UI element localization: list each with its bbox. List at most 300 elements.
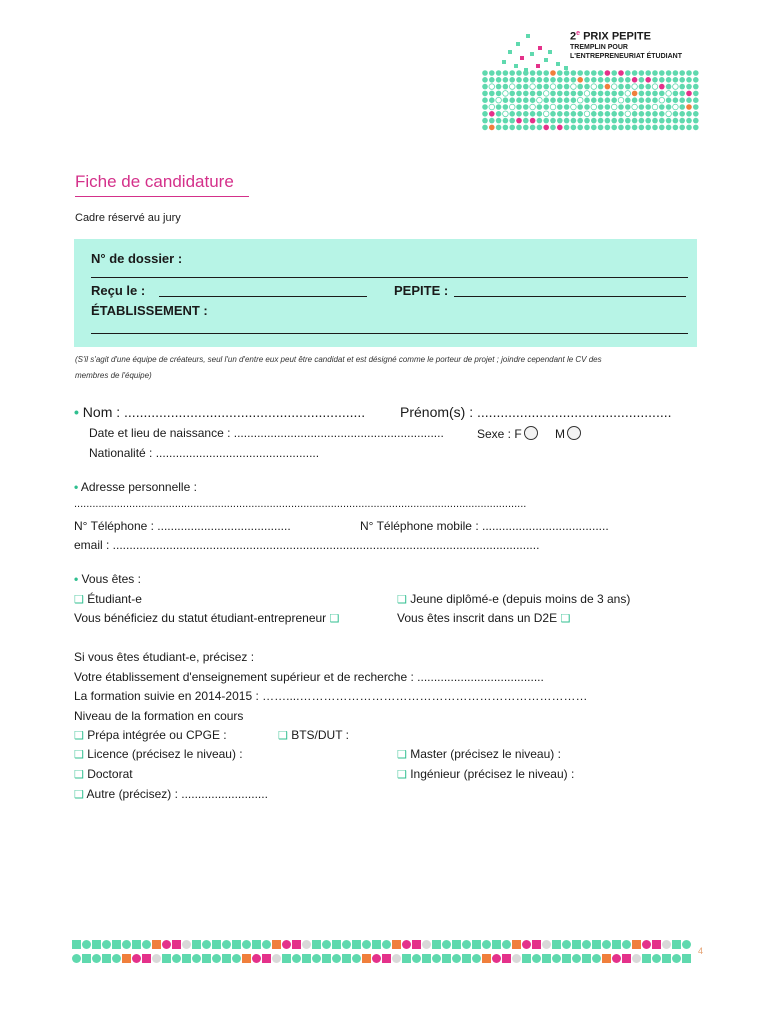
logo-dot [523, 104, 529, 110]
logo-dot [673, 118, 679, 124]
logo-dot [523, 84, 529, 90]
logo-dot [537, 91, 543, 97]
logo-dot [584, 84, 590, 90]
bts-checkbox[interactable]: ❑ BTS/DUT : [278, 728, 350, 742]
logo-dot [543, 77, 549, 83]
logo-dot [584, 91, 590, 97]
logo-square [548, 50, 552, 54]
logo-dot [686, 91, 692, 97]
logo-dot [489, 104, 495, 110]
formation-field[interactable]: La formation suivie en 2014-2015 : ……....……………………………………………………………… [74, 689, 588, 703]
logo-dot [584, 97, 590, 103]
footer-square [652, 940, 661, 949]
logo-dot [530, 118, 536, 124]
logo-dot [645, 91, 651, 97]
logo-dot [686, 111, 692, 117]
logo-dot [605, 84, 611, 90]
logo-dot [523, 118, 529, 124]
footer-square [482, 954, 491, 963]
footer-square [582, 954, 591, 963]
logo-dot [598, 118, 604, 124]
footer-square [442, 954, 451, 963]
footer-circle [222, 940, 231, 949]
logo-dot [639, 91, 645, 97]
logo-dot [482, 125, 488, 131]
footer-square [522, 954, 531, 963]
logo-dot [503, 84, 509, 90]
logo-dot [530, 84, 536, 90]
logo-dot [577, 111, 583, 117]
logo-dot [673, 125, 679, 131]
logo-dot [652, 125, 658, 131]
footer-square [242, 954, 251, 963]
footer-circle [252, 954, 261, 963]
logo-dot [482, 77, 488, 83]
footer-square [132, 940, 141, 949]
logo-square [544, 58, 548, 62]
footer-circle [582, 940, 591, 949]
footer-circle [422, 940, 431, 949]
footer-circle [412, 954, 421, 963]
logo-square [536, 64, 540, 68]
footer-square [392, 940, 401, 949]
logo-dot [598, 97, 604, 103]
logo-dot [618, 111, 624, 117]
logo-dot [673, 84, 679, 90]
logo-dot [693, 84, 699, 90]
logo-dot [618, 77, 624, 83]
logo-dot [509, 84, 515, 90]
logo-dot [564, 125, 570, 131]
footer-circle [682, 940, 691, 949]
logo-dot [598, 77, 604, 83]
logo-dot [503, 97, 509, 103]
logo-dot [516, 84, 522, 90]
logo-dot [666, 125, 672, 131]
logo-dot [496, 77, 502, 83]
logo-dot [557, 104, 563, 110]
footer-circle [622, 940, 631, 949]
logo-dot [632, 77, 638, 83]
footer-square [272, 940, 281, 949]
logo-dot [611, 125, 617, 131]
logo-dot [645, 125, 651, 131]
logo-dot [625, 77, 631, 83]
dossier-line [91, 277, 688, 278]
footer-circle [212, 954, 221, 963]
logo-dot [652, 77, 658, 83]
logo-dot [673, 77, 679, 83]
doctorat-checkbox[interactable]: ❑ Doctorat [74, 767, 133, 781]
logo-dot [591, 118, 597, 124]
prenom-field[interactable]: Prénom(s) : .................................................. [400, 404, 672, 420]
footer-circle [432, 954, 441, 963]
naissance-field[interactable]: Date et lieu de naissance : ............................................................... [89, 426, 444, 440]
etablissement-line [91, 333, 688, 334]
footer-circle [172, 954, 181, 963]
footer-circle [542, 940, 551, 949]
nom-field[interactable]: • Nom : .............................................................. [74, 404, 366, 420]
logo-square [556, 62, 560, 66]
logo-dot [577, 104, 583, 110]
logo-dot [686, 97, 692, 103]
footer-square [562, 954, 571, 963]
footer-circle [182, 940, 191, 949]
footer-square [462, 954, 471, 963]
footer-square [102, 954, 111, 963]
d2e-checkbox[interactable]: Vous êtes inscrit dans un D2E ❑ [397, 611, 571, 625]
prepa-checkbox[interactable]: ❑ Prépa intégrée ou CPGE : [74, 728, 227, 742]
logo-dot [577, 77, 583, 83]
logo-dot [482, 111, 488, 117]
footer-square [212, 940, 221, 949]
logo-dot [666, 104, 672, 110]
logo-dot [537, 70, 543, 76]
footer-square [312, 940, 321, 949]
footer-circle [72, 954, 81, 963]
logo-dot [564, 104, 570, 110]
logo-dot [625, 104, 631, 110]
status-label: • Vous êtes : [74, 572, 141, 586]
footer-circle [322, 940, 331, 949]
footer-square [262, 954, 271, 963]
logo-dot [598, 111, 604, 117]
footer-circle [202, 940, 211, 949]
logo-dot [618, 118, 624, 124]
logo-dot [530, 77, 536, 83]
licence-checkbox[interactable]: ❑ Licence (précisez le niveau) : [74, 747, 243, 761]
footer-circle [242, 940, 251, 949]
footer-square [352, 940, 361, 949]
logo-dot [516, 125, 522, 131]
logo-dot [639, 77, 645, 83]
nationalite-field[interactable]: Nationalité : ................................................. [89, 446, 320, 460]
logo-dot [652, 84, 658, 90]
footer-circle [302, 940, 311, 949]
footer-circle [142, 940, 151, 949]
logo-dot [509, 70, 515, 76]
pepite-label: PEPITE : [394, 283, 449, 298]
logo-dot [557, 91, 563, 97]
logo-dot [543, 70, 549, 76]
logo-dot [591, 77, 597, 83]
logo-dot [530, 97, 536, 103]
adresse-field[interactable]: .................................................................................................................................................... [74, 498, 527, 510]
checkbox-icon: ❑ [74, 749, 84, 761]
footer-square [572, 940, 581, 949]
footer-square [622, 954, 631, 963]
logo-dot [523, 91, 529, 97]
logo-dot [503, 104, 509, 110]
logo-dot [537, 84, 543, 90]
logo-dot [557, 125, 563, 131]
logo-dot [611, 111, 617, 117]
logo-dot [605, 70, 611, 76]
footer-circle [362, 940, 371, 949]
footer-circle [552, 954, 561, 963]
recu-label: Reçu le : [91, 283, 146, 298]
logo-square [526, 34, 530, 38]
logo-dot [645, 97, 651, 103]
logo-dot [550, 70, 556, 76]
logo-dot [693, 70, 699, 76]
footer-circle [652, 954, 661, 963]
page-title: Fiche de candidature [75, 172, 234, 191]
logo-dot [537, 111, 543, 117]
footer-circle [442, 940, 451, 949]
footer-square [472, 940, 481, 949]
logo-dot [530, 111, 536, 117]
logo-dot [625, 97, 631, 103]
footer-square [302, 954, 311, 963]
dossier-label: N° de dossier : [91, 251, 183, 266]
footer-circle [292, 954, 301, 963]
logo-dot [503, 91, 509, 97]
logo-dot [693, 77, 699, 83]
logo-dot [652, 97, 658, 103]
logo-dot [598, 70, 604, 76]
title-underline [75, 196, 249, 197]
logo-dot [503, 111, 509, 117]
logo-dot [496, 84, 502, 90]
recu-line [159, 296, 367, 297]
footer-square [432, 940, 441, 949]
footer-circle [532, 954, 541, 963]
footer-square [342, 954, 351, 963]
logo-dot [557, 118, 563, 124]
logo-dot [632, 125, 638, 131]
logo-dot [489, 97, 495, 103]
checkbox-icon: ❑ [74, 594, 84, 606]
footer-square [422, 954, 431, 963]
footer-circle [282, 940, 291, 949]
logo-dot [564, 91, 570, 97]
logo-dot [611, 70, 617, 76]
logo-dot [557, 70, 563, 76]
footer-square [112, 940, 121, 949]
logo-dot [523, 111, 529, 117]
logo-dot [591, 125, 597, 131]
logo-dot [550, 104, 556, 110]
logo-dot [537, 77, 543, 83]
checkbox-icon: ❑ [397, 769, 407, 781]
logo-square [502, 60, 506, 64]
logo-dot [618, 104, 624, 110]
logo-dot [584, 77, 590, 83]
etudiant-checkbox[interactable]: ❑ Étudiant-e [74, 592, 142, 606]
footer-circle [462, 940, 471, 949]
logo-dot [693, 111, 699, 117]
logo-dot [496, 91, 502, 97]
logo-dot [659, 111, 665, 117]
logo-dot [564, 84, 570, 90]
logo-dot [659, 104, 665, 110]
footer-circle [572, 954, 581, 963]
logo-dot [571, 104, 577, 110]
logo-dot [666, 77, 672, 83]
logo-dot [639, 70, 645, 76]
logo-dot [489, 111, 495, 117]
checkbox-icon: ❑ [397, 594, 407, 606]
footer-square [172, 940, 181, 949]
footer-circle [262, 940, 271, 949]
footer-square [382, 954, 391, 963]
logo-dot [611, 104, 617, 110]
logo-dot [645, 84, 651, 90]
logo-dot [537, 104, 543, 110]
footer-circle [562, 940, 571, 949]
footer-square [332, 940, 341, 949]
footer-square [592, 940, 601, 949]
logo-dot [679, 91, 685, 97]
logo-dot [489, 84, 495, 90]
logo-dot [598, 91, 604, 97]
logo-dot [543, 125, 549, 131]
logo-dot [516, 91, 522, 97]
footer-square [282, 954, 291, 963]
footer-square [222, 954, 231, 963]
footer-circle [112, 954, 121, 963]
logo-dot [543, 91, 549, 97]
logo-dot [673, 104, 679, 110]
team-note: (S'il s'agit d'une équipe de créateurs, seul l'un d'entre eux peut être candidat et est désigné comme le porteur de projet ; joindre cependant le CV des membres de l'équipe) [75, 355, 602, 380]
logo-dot [625, 125, 631, 131]
logo-square [520, 56, 524, 60]
logo-dot [584, 104, 590, 110]
logo-dot [571, 70, 577, 76]
logo-dot [591, 104, 597, 110]
ingenieur-checkbox[interactable]: ❑ Ingénieur (précisez le niveau) : [397, 767, 575, 781]
master-checkbox[interactable]: ❑ Master (précisez le niveau) : [397, 747, 561, 761]
logo-dot [584, 125, 590, 131]
logo-dot [618, 91, 624, 97]
logo-dot [686, 77, 692, 83]
footer-circle [372, 954, 381, 963]
jeune-diplome-checkbox[interactable]: ❑ Jeune diplômé-e (depuis moins de 3 ans) [397, 592, 631, 606]
footer-circle [402, 940, 411, 949]
footer-circle [102, 940, 111, 949]
footer-square [92, 940, 101, 949]
logo-dot [611, 84, 617, 90]
footer-square [602, 954, 611, 963]
logo-dot [482, 84, 488, 90]
logo-square [516, 42, 520, 46]
logo-dot [496, 97, 502, 103]
student-etablissement-field[interactable]: Votre établissement d'enseignement supérieur et de recherche : ...................................... [74, 670, 544, 684]
logo-square [564, 66, 568, 70]
logo-dot [571, 111, 577, 117]
logo-dot [639, 104, 645, 110]
logo-dot [693, 91, 699, 97]
logo-dot [679, 104, 685, 110]
logo-dot [577, 118, 583, 124]
logo-dot [537, 118, 543, 124]
footer-circle [152, 954, 161, 963]
logo-square [514, 64, 518, 68]
logo-dot [625, 111, 631, 117]
logo-dot [611, 118, 617, 124]
logo-dot [496, 125, 502, 131]
sexe-f-radio[interactable] [524, 426, 538, 440]
logo-dot [659, 118, 665, 124]
logo-dot [516, 97, 522, 103]
logo-dot [550, 77, 556, 83]
footer-circle [502, 940, 511, 949]
logo-dot [489, 77, 495, 83]
logo-subtitle-1: TREMPLIN POUR [570, 44, 628, 51]
logo-dot [598, 104, 604, 110]
logo-dot [679, 70, 685, 76]
logo-dot [543, 104, 549, 110]
logo-dot [611, 91, 617, 97]
logo-dot [550, 125, 556, 131]
logo-dot [598, 125, 604, 131]
logo-dot [686, 118, 692, 124]
logo-dot [618, 70, 624, 76]
sexe-m-radio[interactable] [567, 426, 581, 440]
logo-dot [652, 91, 658, 97]
logo-dot [503, 118, 509, 124]
logo-dot [666, 84, 672, 90]
footer-square [662, 954, 671, 963]
logo-dot [605, 125, 611, 131]
footer-circle [122, 940, 131, 949]
logo-title: 2e PRIX PEPITE [570, 30, 651, 43]
logo-dot [577, 125, 583, 131]
logo-dot [591, 91, 597, 97]
checkbox-icon: ❑ [278, 730, 288, 742]
logo-dot [523, 77, 529, 83]
telephone-field[interactable]: N° Téléphone : ........................................ [74, 519, 291, 533]
logo-dot [679, 111, 685, 117]
logo-dot [605, 111, 611, 117]
logo-dot [645, 77, 651, 83]
logo-dot [639, 111, 645, 117]
footer-circle [332, 954, 341, 963]
logo-dot [557, 84, 563, 90]
logo-dot [659, 125, 665, 131]
footer-circle [162, 940, 171, 949]
logo-square [508, 50, 512, 54]
logo-dot [598, 84, 604, 90]
footer-circle [602, 940, 611, 949]
logo-dot [625, 84, 631, 90]
mobile-field[interactable]: N° Téléphone mobile : ...................................... [360, 519, 609, 533]
logo-dot [516, 104, 522, 110]
footer-circle [642, 940, 651, 949]
logo-dot [489, 125, 495, 131]
logo-dot [639, 97, 645, 103]
autre-checkbox[interactable]: ❑ Autre (précisez) : .......................... [74, 787, 268, 801]
footer-square [452, 940, 461, 949]
logo-dot [693, 125, 699, 131]
email-field[interactable]: email : ................................................................................................................................ [74, 538, 540, 552]
footer-square [82, 954, 91, 963]
adresse-label: • Adresse personnelle : [74, 480, 197, 494]
logo-dot [537, 125, 543, 131]
footer-square [532, 940, 541, 949]
logo-dot [639, 84, 645, 90]
footer-square [552, 940, 561, 949]
logo-dot [503, 70, 509, 76]
footer-circle [192, 954, 201, 963]
logo-dot [523, 70, 529, 76]
statut-checkbox[interactable]: Vous bénéficiez du statut étudiant-entrepreneur ❑ [74, 611, 340, 625]
logo-dot [632, 118, 638, 124]
footer-square [72, 940, 81, 949]
logo-dot [666, 97, 672, 103]
logo-dot [618, 97, 624, 103]
